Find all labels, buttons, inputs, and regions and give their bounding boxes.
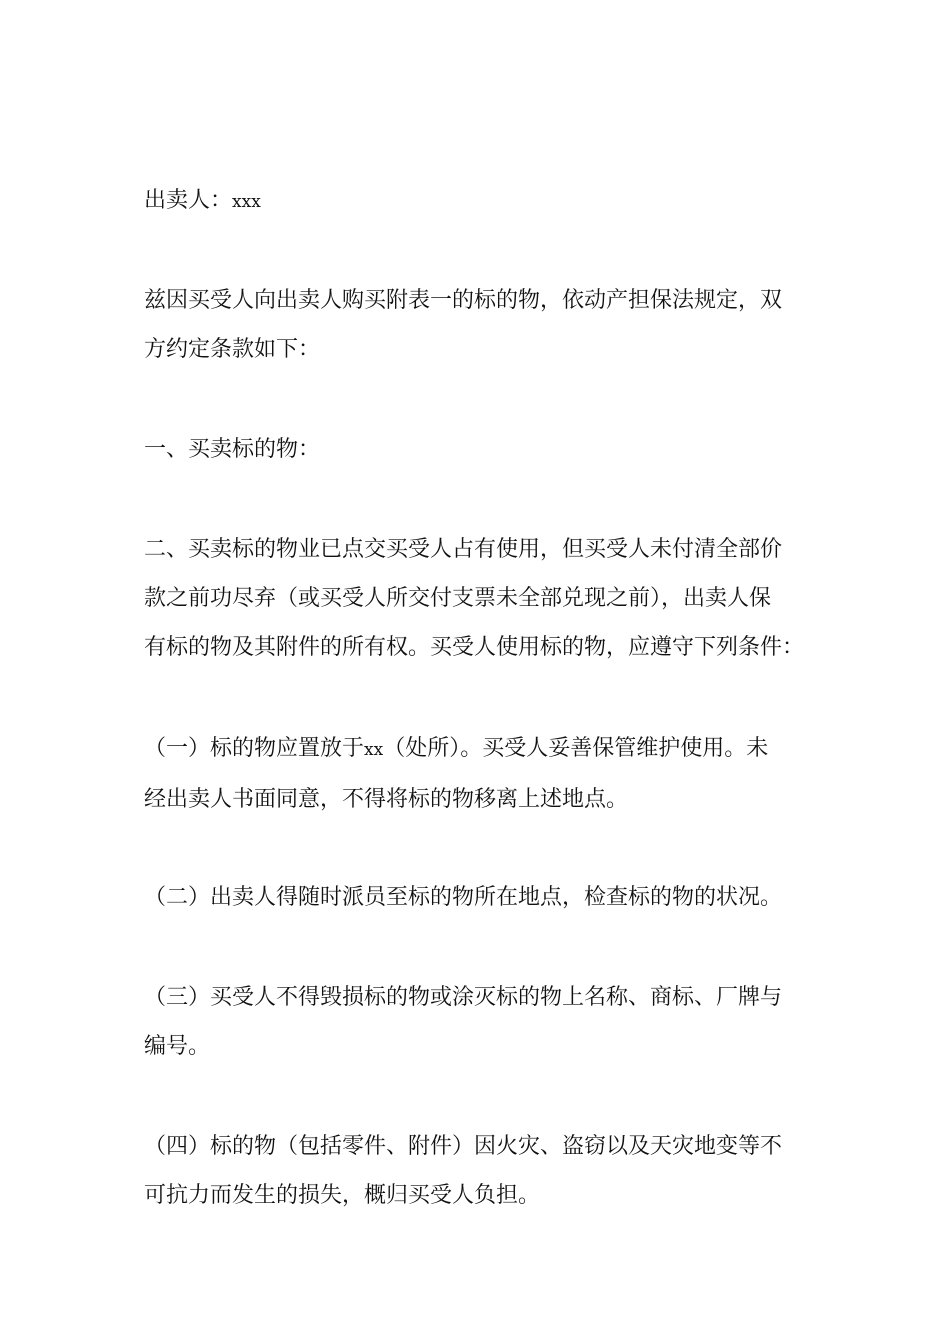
item-3-paragraph xyxy=(144,973,808,1071)
section-1-heading xyxy=(144,425,808,474)
item-2-paragraph xyxy=(144,873,808,922)
section-2-line-3: 有标的物及其附件的所有权。买受人使用标的物，应遵守下列条件： xyxy=(144,635,805,660)
item-1-text-b: （处所）。买受人妥善保管维护使用。未 xyxy=(383,736,769,761)
item-4-line-2: 可抗力而发生的损失，概归买受人负担。 xyxy=(144,1183,541,1208)
item-4-line-1: （四）标的物（包括零件、附件）因火灾、盗窃以及天灾地变等不 xyxy=(144,1134,783,1159)
item-1-line-2: 经出卖人书面同意，不得将标的物移离上述地点。 xyxy=(144,787,629,812)
seller-value: xxx xyxy=(232,192,261,212)
intro-line-2: 方约定条款如下： xyxy=(144,337,321,362)
intro-line-1: 兹因买受人向出卖人购买附表一的标的物，依动产担保法规定，双 xyxy=(144,288,783,313)
seller-line xyxy=(144,176,808,227)
item-1-line-1 xyxy=(144,724,808,775)
section-2-line-2: 款之前功尽弃（或买受人所交付支票未全部兑现之前），出卖人保 xyxy=(144,586,772,611)
section-2-paragraph xyxy=(144,525,808,672)
item-1-location: xx xyxy=(364,740,384,760)
item-1-paragraph xyxy=(144,724,808,824)
item-3-line-2: 编号。 xyxy=(144,1034,211,1059)
section-1-text: 一、买卖标的物： xyxy=(144,437,321,462)
item-2-text: （二）出卖人得随时派员至标的物所在地点，检查标的物的状况。 xyxy=(144,885,783,910)
seller-label: 出卖人： xyxy=(144,188,233,213)
section-2-line-1: 二、买卖标的物业已点交买受人占有使用，但买受人未付清全部价 xyxy=(144,537,783,562)
item-4-paragraph xyxy=(144,1122,808,1220)
intro-paragraph xyxy=(144,276,808,374)
item-3-line-1: （三）买受人不得毁损标的物或涂灭标的物上名称、商标、厂牌与 xyxy=(144,985,783,1010)
item-1-text-a: （一）标的物应置放于 xyxy=(144,736,365,761)
